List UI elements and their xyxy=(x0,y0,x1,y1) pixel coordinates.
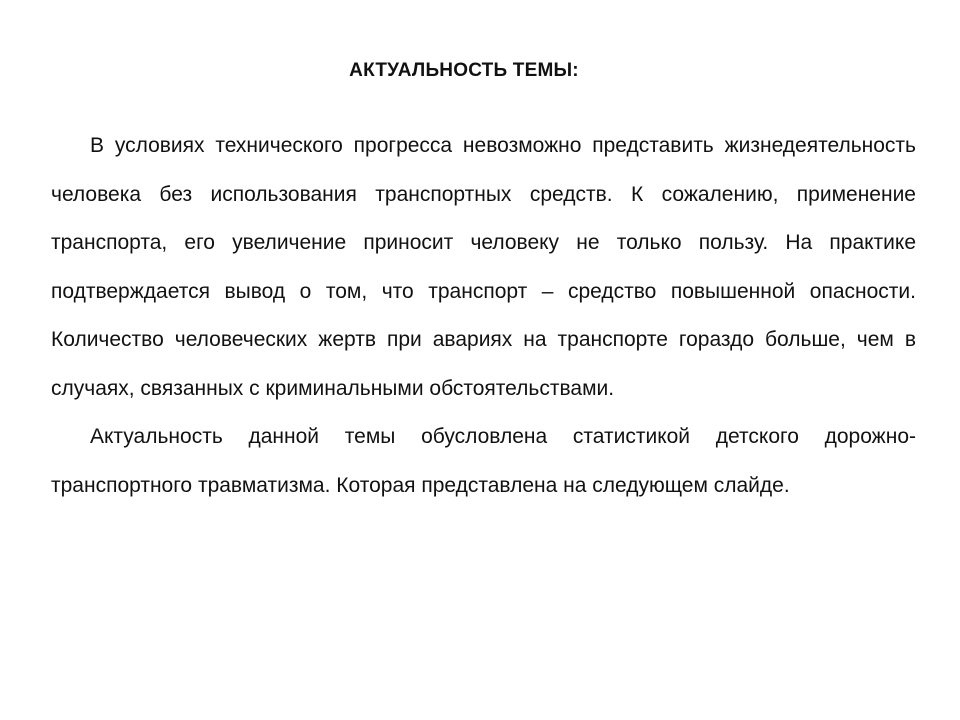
paragraph-relevance-statistics: Актуальность данной темы обусловлена статистикой детского дорожно-транспортного травматизма. Которая представлена на следующем слайде. xyxy=(51,425,916,497)
paragraph-relevance-context: В условиях технического прогресса невозможно представить жизнедеятельность человека без использования транспортных средств. К сожалению, применение транспорта, его увеличение приносит человеку не только пользу. На практике подтверждается вывод о том, что транспорт – средство повышенной опасности. Количество человеческих жертв при авариях на транспорте гораздо больше, чем в случаях, связанных с криминальными обстоятельствами. xyxy=(51,134,916,400)
slide-title: АКТУАЛЬНОСТЬ ТЕМЫ: xyxy=(349,60,579,81)
slide-body xyxy=(51,122,916,510)
